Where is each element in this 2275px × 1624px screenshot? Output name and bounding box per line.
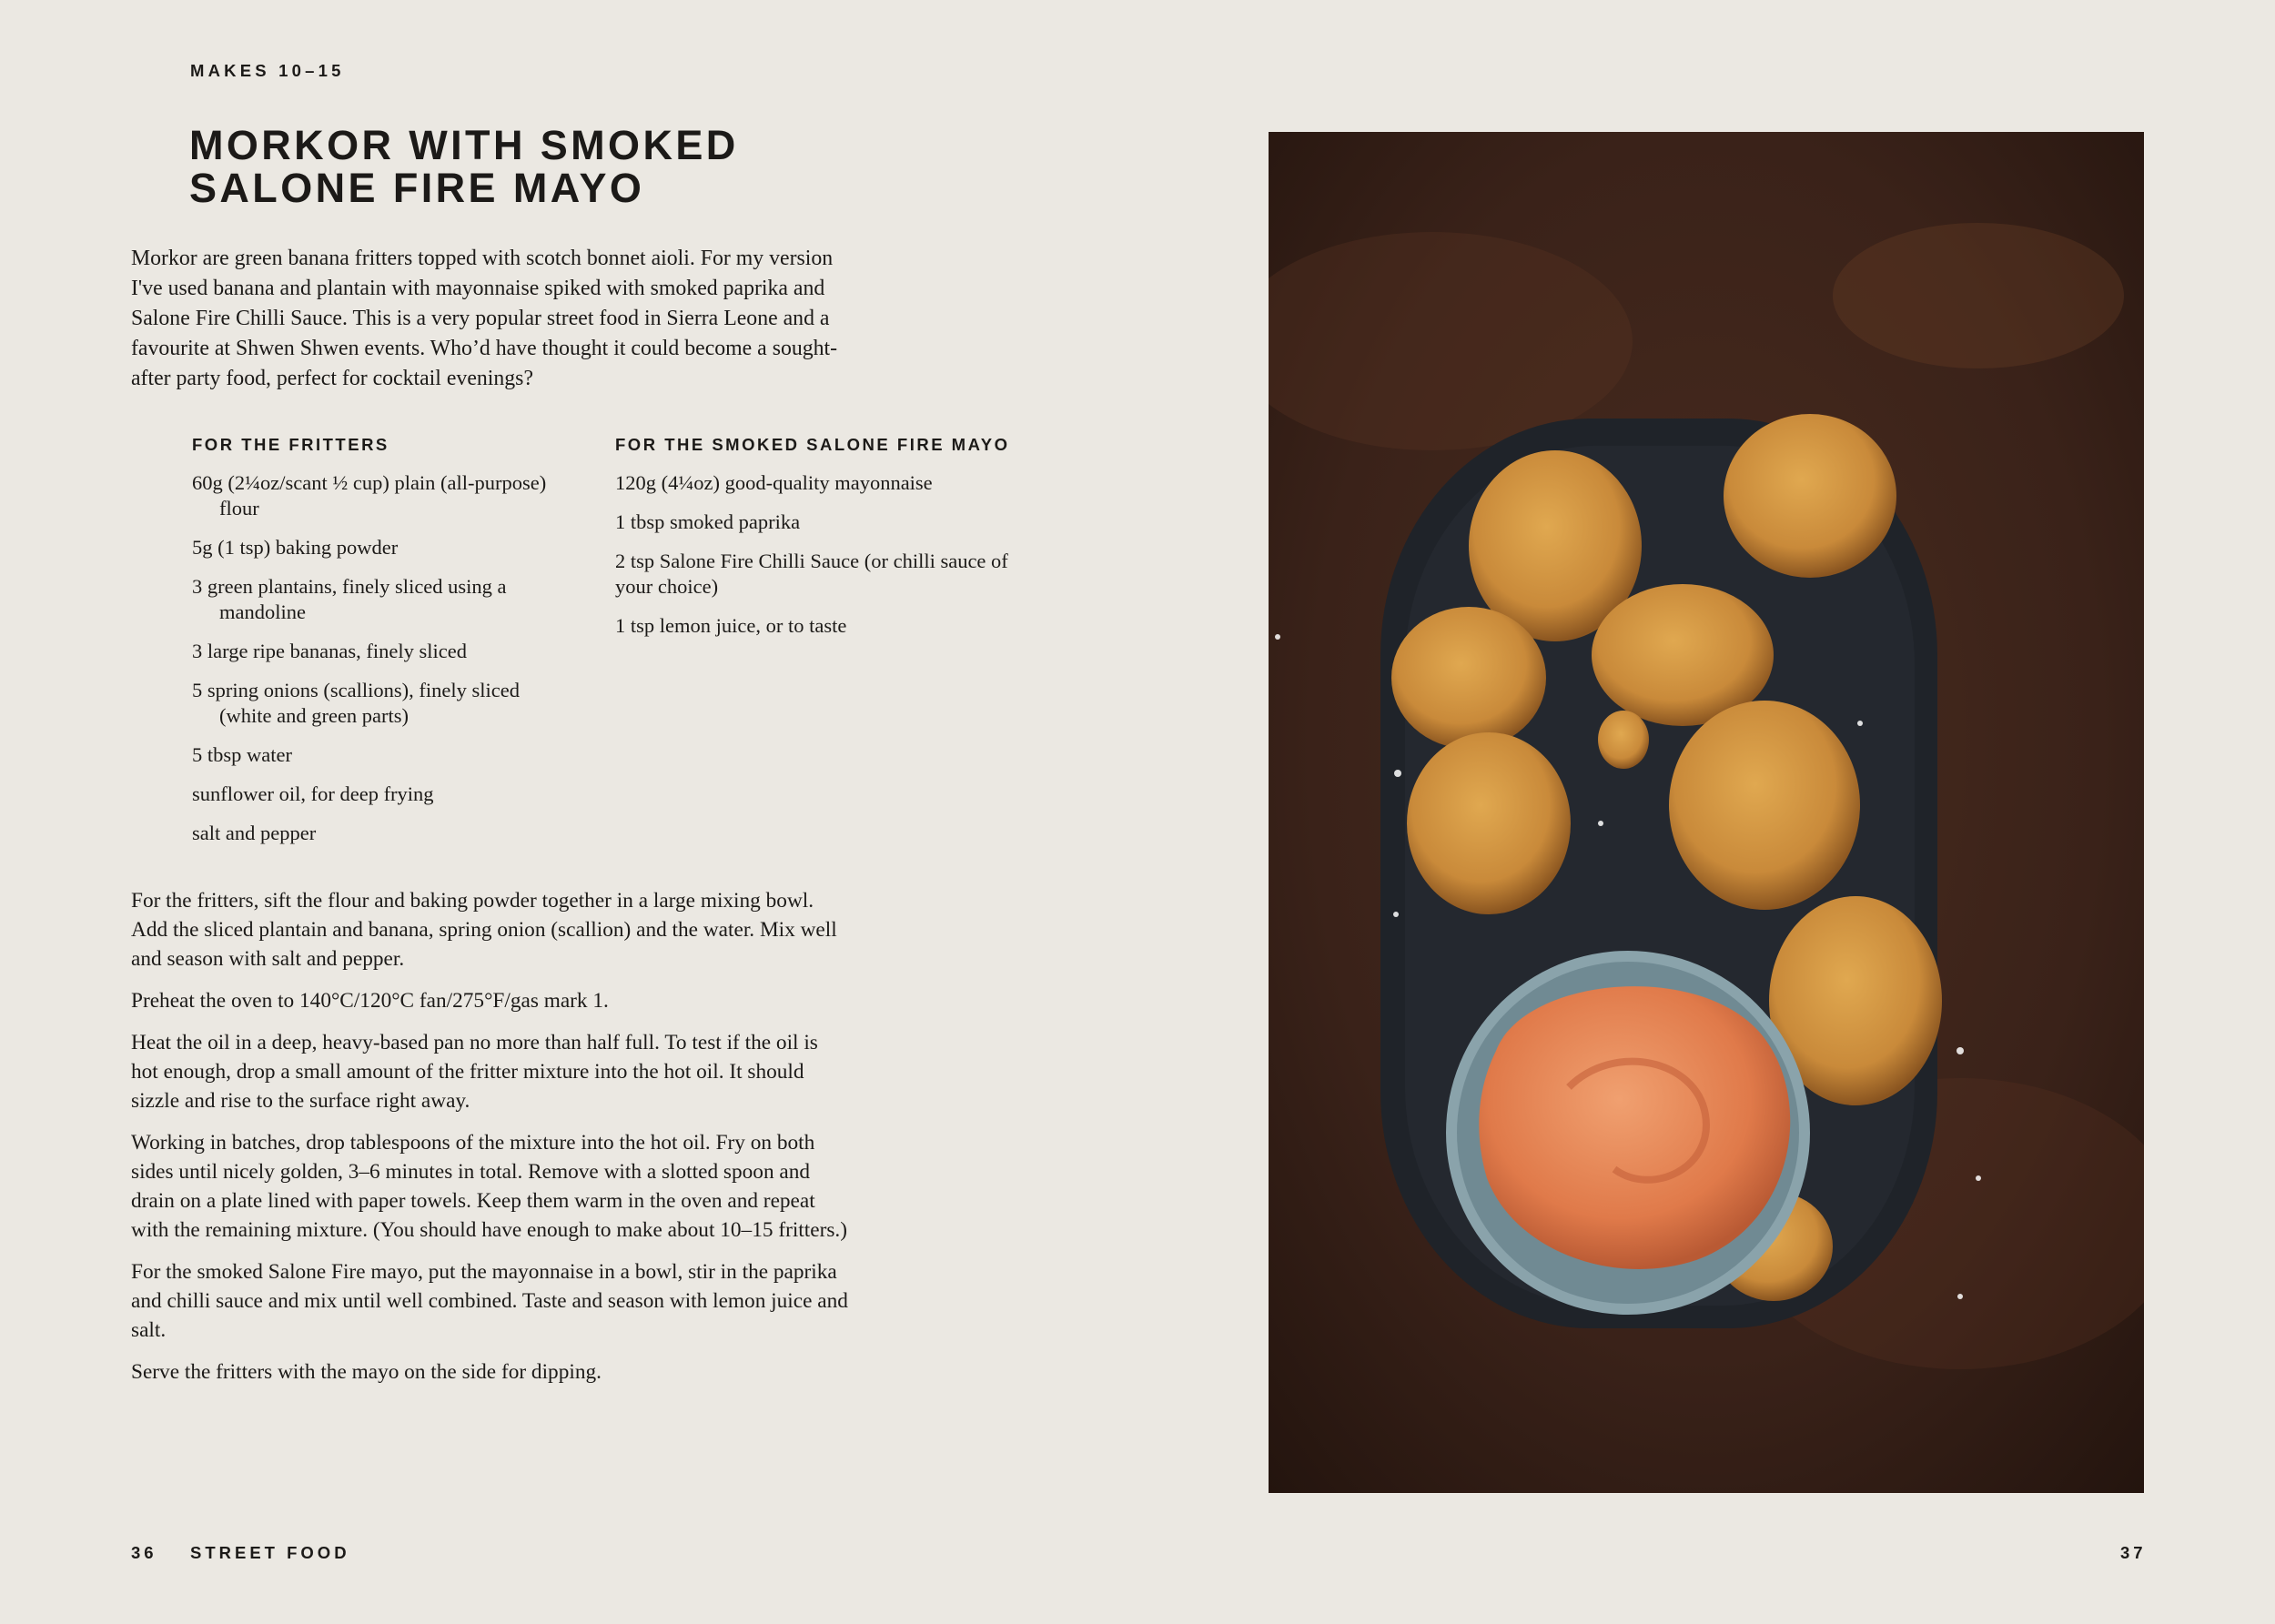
fritters-ingredient-list	[192, 470, 574, 846]
ingredient-item: 2 tsp Salone Fire Chilli Sauce (or chilli sauce of your choice)	[615, 550, 1008, 598]
ingredient-item: 3 green plantains, finely sliced using a mandoline	[192, 575, 507, 623]
fritters-heading: FOR THE FRITTERS	[192, 435, 389, 454]
recipe-title	[189, 124, 844, 209]
recipe-title-line: MORKOR WITH SMOKED	[189, 122, 739, 168]
fritter	[1391, 607, 1546, 749]
ingredient-item: salt and pepper	[192, 822, 317, 844]
method-step: Heat the oil in a deep, heavy-based pan no more than half full. To test if the oil is hot enough, drop a small amount of the fritter mixture into the hot oil. It should sizzle and rise to the surface right away.	[131, 1031, 818, 1113]
mayo-bowl	[1446, 951, 1810, 1315]
recipe-yield: MAKES 10–15	[190, 61, 345, 80]
method-step: Serve the fritters with the mayo on the side for dipping.	[131, 1360, 602, 1384]
rust-patch	[1833, 223, 2124, 368]
ingredient-item: 60g (2¼oz/scant ½ cup) plain (all-purpose) flour	[192, 471, 547, 519]
ingredient-item: 3 large ripe bananas, finely sliced	[192, 640, 467, 662]
fritters-and-mayo-photo	[1269, 132, 2144, 1493]
photo-illustration	[1269, 132, 2144, 1493]
ingredient-item: 1 tbsp smoked paprika	[615, 510, 801, 533]
ingredient-item: 5 spring onions (scallions), finely sliced (white and green parts)	[192, 679, 520, 727]
fritter	[1669, 701, 1860, 910]
ingredient-item: 120g (4¼oz) good-quality mayonnaise	[615, 471, 933, 494]
method-step: Working in batches, drop tablespoons of the mixture into the hot oil. Fry on both sides until nicely golden, 3–6 minutes in total. Remove with a slotted spoon and drain on a plate lined with paper towels. Keep them warm in the oven and repeat with the remaining mixture. (You should have enough to make about 10–15 fritters.)	[131, 1131, 847, 1242]
right-page-number: 37	[2120, 1543, 2147, 1562]
fritter	[1724, 414, 1896, 578]
ingredient-item: 5g (1 tsp) baking powder	[192, 536, 399, 559]
left-page-number: 36	[131, 1543, 157, 1562]
method-step: Preheat the oven to 140°C/120°C fan/275°F/gas mark 1.	[131, 989, 609, 1013]
mayo	[1479, 986, 1790, 1269]
recipe-intro: Morkor are green banana fritters topped with scotch bonnet aioli. For my version I've used banana and plantain with mayonnaise spiked with smoked paprika and Salone Fire Chilli Sauce. This is a very popular street food in Sierra Leone and a favourite at Shwen Shwen events. Who’d have thought it could become a sought-after party food, perfect for cocktail evenings?	[131, 247, 838, 390]
method-step: For the fritters, sift the flour and baking powder together in a large mixing bowl. Add the sliced plantain and banana, spring onion (scallion) and the water. Mix well and season with salt and pepper.	[131, 889, 837, 971]
mayo-ingredient-list	[615, 470, 1025, 639]
ingredient-item: sunflower oil, for deep frying	[192, 782, 434, 805]
mayo-ingredients	[615, 435, 1025, 652]
method	[131, 886, 850, 1399]
ingredient-item: 5 tbsp water	[192, 743, 292, 766]
fritters-ingredients	[192, 435, 574, 860]
section-name: STREET FOOD	[190, 1543, 350, 1562]
method-step: For the smoked Salone Fire mayo, put the mayonnaise in a bowl, stir in the paprika and chilli sauce and mix until well combined. Taste and season with lemon juice and salt.	[131, 1260, 848, 1342]
mayo-heading: FOR THE SMOKED SALONE FIRE MAYO	[615, 435, 1010, 454]
ingredient-item: 1 tsp lemon juice, or to taste	[615, 614, 847, 637]
fritter-crumb	[1598, 711, 1649, 769]
recipe-title-line: SALONE FIRE MAYO	[189, 165, 645, 211]
fritter	[1407, 732, 1571, 914]
